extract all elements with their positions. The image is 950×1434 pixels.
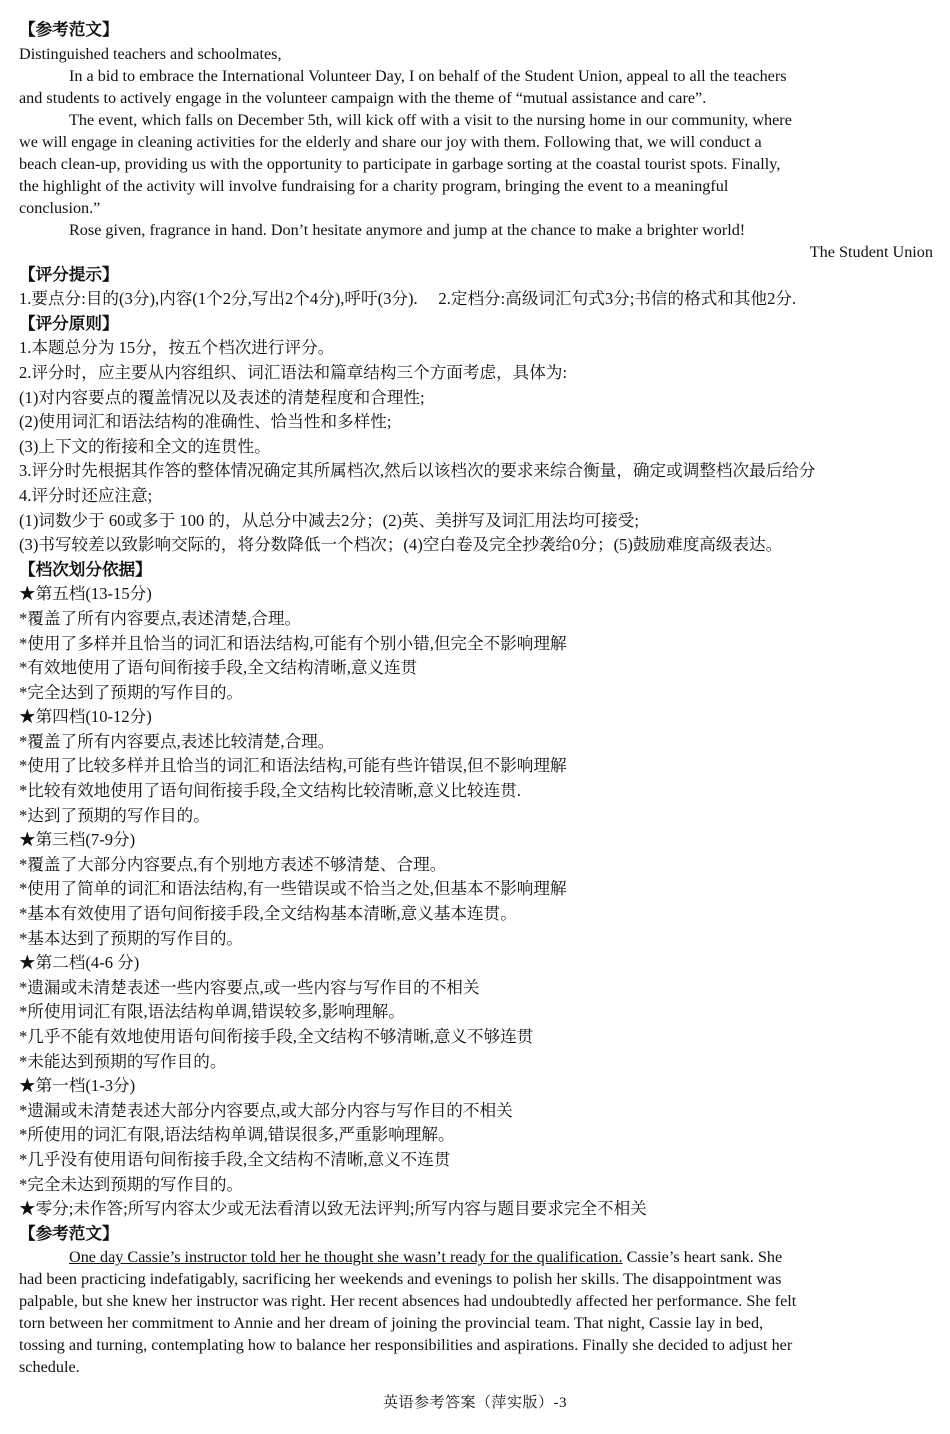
level-line: *基本达到了预期的写作目的。 (19, 928, 244, 948)
essay1-heading: 【参考范文】 (19, 20, 119, 39)
level-line: *完全达到了预期的写作目的。 (19, 682, 244, 702)
essay2-line: palpable, but she knew her instructor was right. Her recent absences had undoubtedly affected her performance. She felt (19, 1292, 797, 1311)
level-line: ★第一档(1-3分) (19, 1076, 136, 1096)
level-line: ★第四档(10-12分) (19, 707, 152, 727)
document-page (19, 18, 933, 1378)
principles-line: 1.本题总分为 15分，按五个档次进行评分。 (19, 338, 335, 358)
level-line: *使用了简单的词汇和语法结构,有一些错误或不恰当之处,但基本不影响理解 (19, 879, 567, 899)
principles-line: (1)词数少于 60或多于 100 的，从总分中减去2分；(2)英、美拼写及词汇用法均可接受; (19, 510, 639, 530)
essay2-line: had been practicing indefatigably, sacrificing her weekends and evenings to polish her skills. The disappointment was (19, 1270, 782, 1289)
level-line: *覆盖了所有内容要点,表述清楚,合理。 (19, 608, 302, 628)
level-line: *遗漏或未清楚表述大部分内容要点,或大部分内容与写作目的不相关 (19, 1100, 513, 1120)
essay2-line: tossing and turning, contemplating how to balance her responsibilities and aspirations. Finally she decided to adjust her (19, 1336, 793, 1355)
principles-line: 3.评分时先根据其作答的整体情况确定其所属档次,然后以该档次的要求来综合衡量，确定或调整档次最后给分 (19, 461, 816, 481)
level-line: ★第五档(13-15分) (19, 584, 152, 604)
level-line: *使用了多样并且恰当的词汇和语法结构,可能有个别小错,但完全不影响理解 (19, 633, 567, 653)
level-line: ★第二档(4-6 分) (19, 953, 140, 973)
level-line: *所使用的词汇有限,语法结构单调,错误很多,严重影响理解。 (19, 1125, 455, 1145)
level-line: *覆盖了大部分内容要点,有个别地方表述不够清楚、合理。 (19, 854, 447, 874)
essay1-line: the highlight of the activity will involve fundraising for a charity program, bringing the event to a meaningful (19, 176, 729, 195)
level-line: ★第三档(7-9分) (19, 830, 136, 850)
level-line: *达到了预期的写作目的。 (19, 805, 210, 825)
tips-line: 1.要点分:目的(3分),内容(1个2分,写出2个4分),呼吁(3分). 2.定档分:高级词汇句式3分;书信的格式和其他2分. (19, 289, 797, 309)
principles-line: 2.评分时，应主要从内容组织、词汇语法和篇章结构三个方面考虑，具体为: (19, 362, 568, 382)
essay1-line: The event, which falls on December 5th, will kick off with a visit to the nursing home in our community, where (69, 110, 792, 129)
essay1-salutation: Distinguished teachers and schoolmates, (19, 44, 282, 63)
tips-heading: 【评分提示】 (19, 264, 119, 284)
essay2-line: torn between her commitment to Annie and her dream of joining the provincial team. That night, Cassie lay in bed, (19, 1314, 764, 1333)
principles-line: 4.评分时还应注意; (19, 485, 153, 505)
level-line: *所使用词汇有限,语法结构单调,错误较多,影响理解。 (19, 1002, 405, 1022)
level-line: *使用了比较多样并且恰当的词汇和语法结构,可能有些许错误,但不影响理解 (19, 756, 567, 776)
essay1-line: Rose given, fragrance in hand. Don’t hesitate anymore and jump at the chance to make a brighter world! (69, 220, 746, 239)
levels-heading: 【档次划分依据】 (19, 559, 152, 579)
principles-line: (1)对内容要点的覆盖情况以及表述的清楚程度和合理性; (19, 387, 425, 407)
page-footer: 英语参考答案（萍实版）-3 (383, 1395, 567, 1411)
essay1-line: we will engage in cleaning activities for the elderly and share our joy with them. Following that, we will conduct a (19, 132, 762, 151)
essay2-heading: 【参考范文】 (19, 1223, 119, 1243)
essay1-line: beach clean-up, providing us with the opportunity to participate in garbage sorting at the coastal tourist spots. Finally, (19, 154, 781, 173)
principles-line: (2)使用词汇和语法结构的准确性、恰当性和多样性; (19, 412, 392, 432)
level-line: *未能达到预期的写作目的。 (19, 1051, 227, 1071)
level-line: *比较有效地使用了语句间衔接手段,全文结构比较清晰,意义比较连贯. (19, 781, 521, 801)
essay1-line: In a bid to embrace the International Volunteer Day, I on behalf of the Student Union, appeal to all the teachers (69, 66, 787, 85)
level-line: ★零分;未作答;所写内容太少或无法看清以致无法评判;所写内容与题目要求完全不相关 (19, 1199, 647, 1219)
principles-line: (3)上下文的衔接和全文的连贯性。 (19, 436, 271, 456)
essay2-first-line (19, 1246, 933, 1268)
principles-line: (3)书写较差以致影响交际的，将分数降低一个档次；(4)空白卷及完全抄袭给0分；(5)鼓励难度高级表达。 (19, 535, 783, 555)
essay2-first-rest: Cassie’s heart sank. She (622, 1248, 783, 1267)
level-line: *遗漏或未清楚表述一些内容要点,或一些内容与写作目的不相关 (19, 977, 480, 997)
essay2-line: schedule. (19, 1358, 80, 1377)
level-line: *覆盖了所有内容要点,表述比较清楚,合理。 (19, 731, 335, 751)
essay1-signature: The Student Union (809, 242, 933, 261)
essay1-line: conclusion.” (19, 198, 101, 217)
level-line: *几乎没有使用语句间衔接手段,全文结构不清晰,意义不连贯 (19, 1149, 451, 1169)
level-line: *几乎不能有效地使用语句间衔接手段,全文结构不够清晰,意义不够连贯 (19, 1027, 534, 1046)
essay2-underlined-sentence: One day Cassie’s instructor told her he thought she wasn’t ready for the qualification. (69, 1248, 623, 1267)
level-line: *有效地使用了语句间衔接手段,全文结构清晰,意义连贯 (19, 658, 418, 678)
level-line: *完全未达到预期的写作目的。 (19, 1174, 244, 1194)
principles-heading: 【评分原则】 (19, 313, 119, 333)
essay1-line: and students to actively engage in the volunteer campaign with the theme of “mutual assistance and care”. (19, 88, 707, 107)
level-line: *基本有效使用了语句间衔接手段,全文结构基本清晰,意义基本连贯。 (19, 904, 517, 924)
